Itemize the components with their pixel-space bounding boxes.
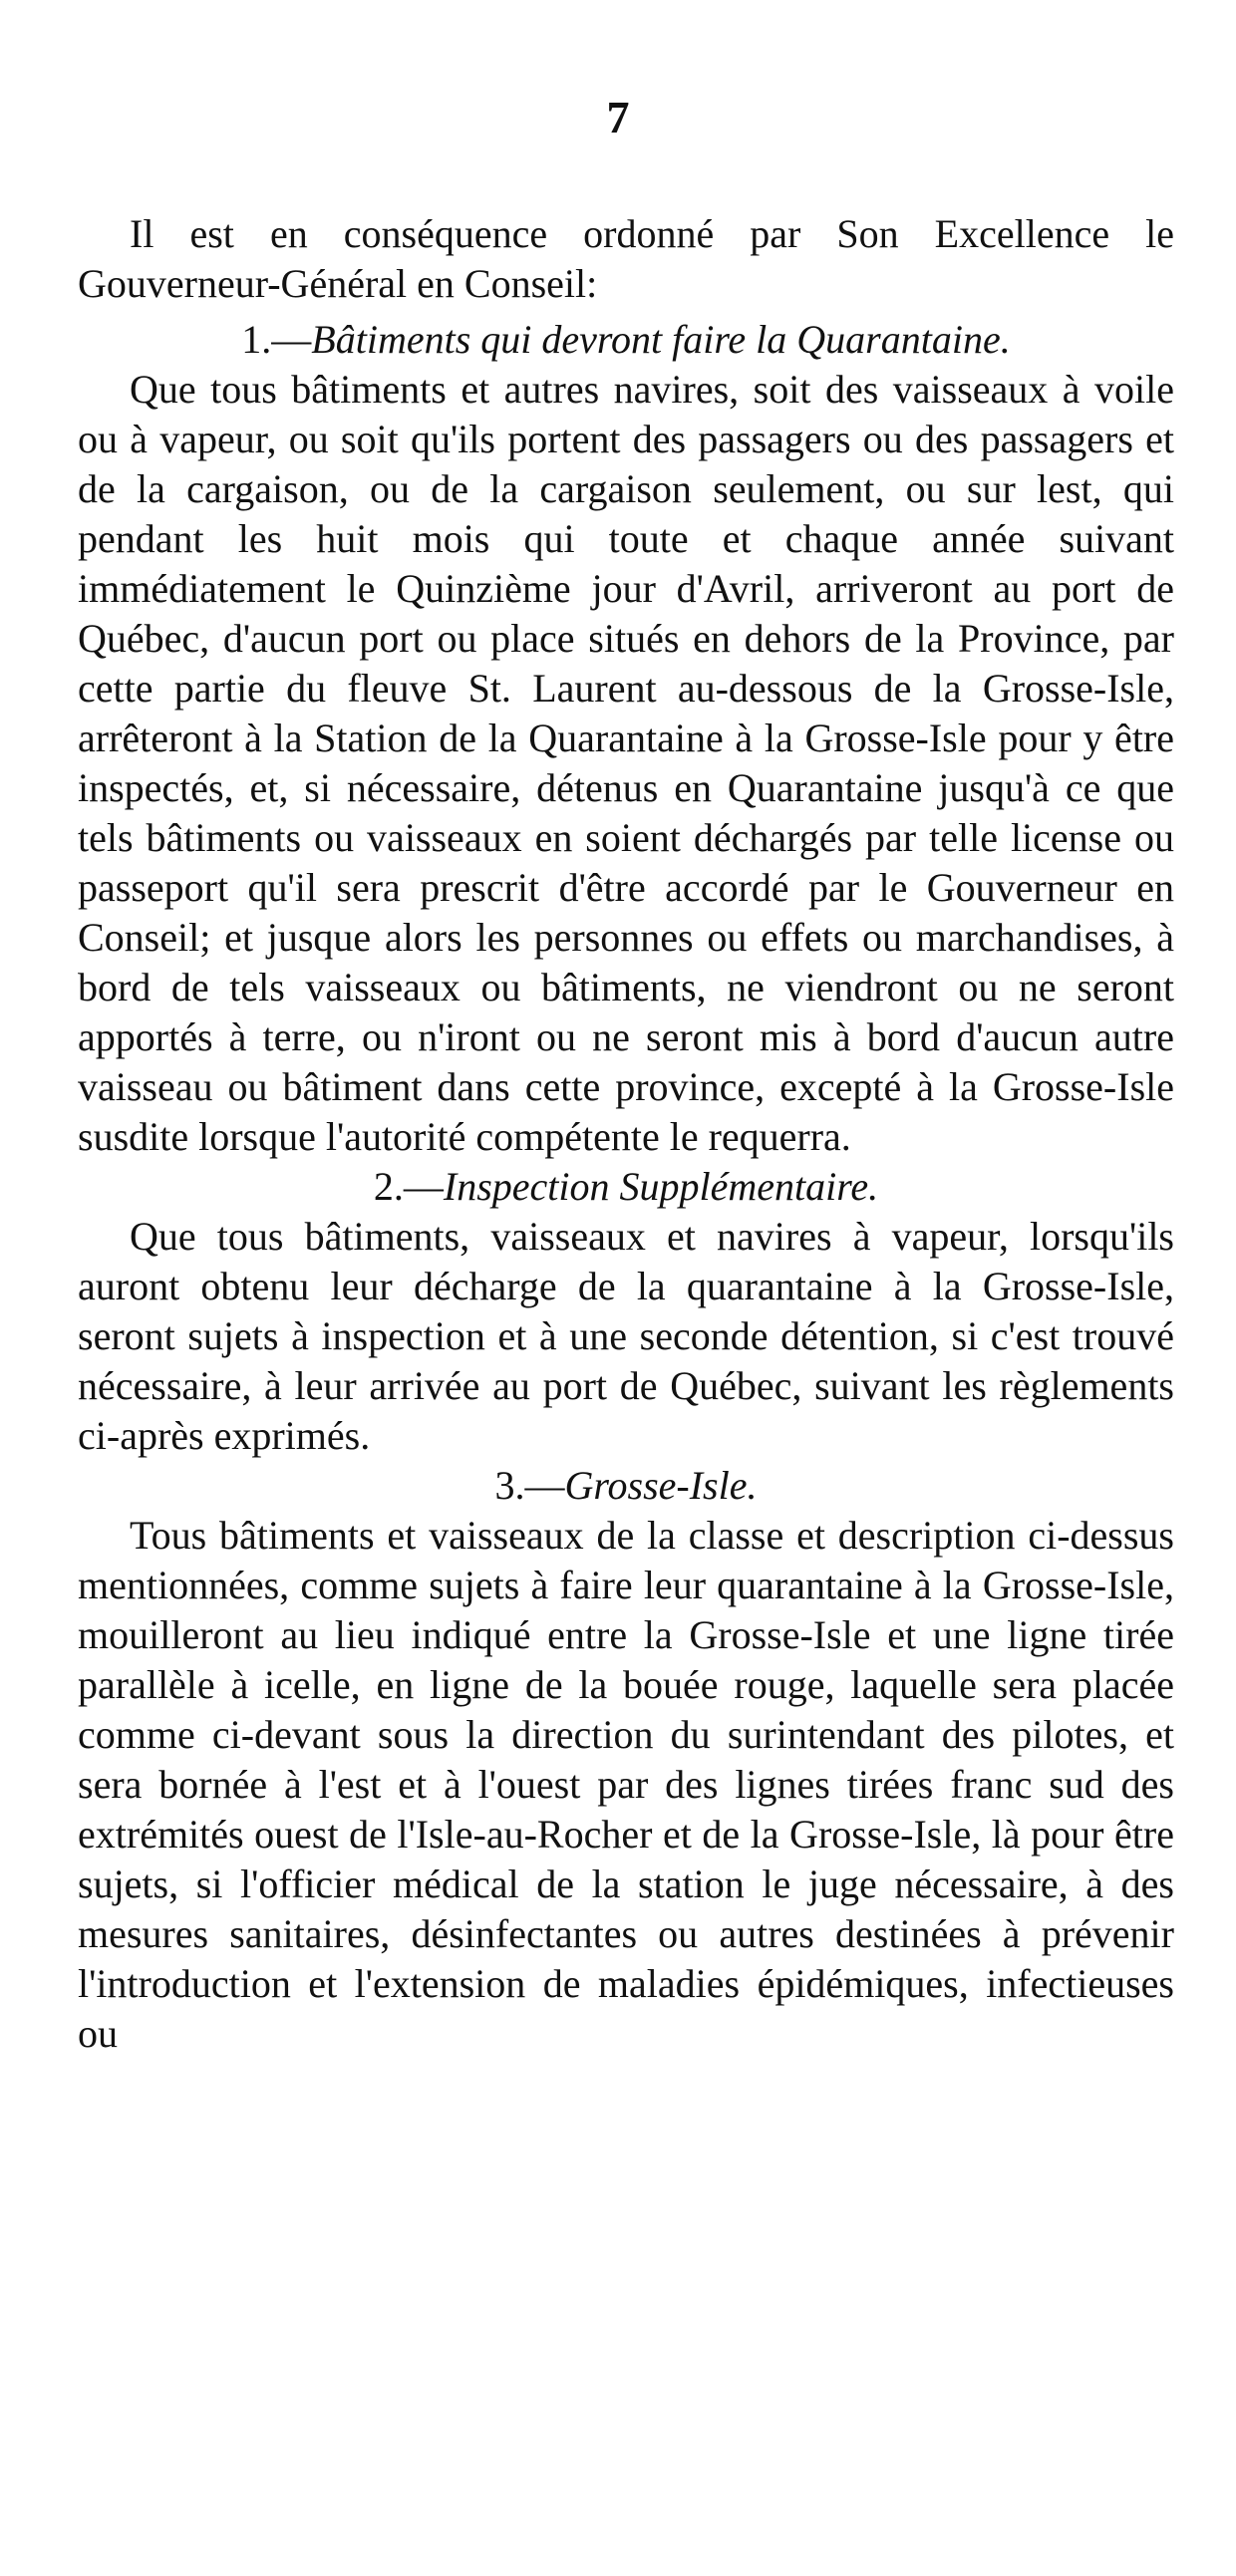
section-2-number: 2.— (373, 1164, 444, 1209)
section-2-title: Inspection Supplémentaire. (443, 1164, 879, 1209)
section-2-body: Que tous bâtiments, vaisseaux et navires à vapeur, lorsqu'ils auront obtenu leur décharge de la quarantaine à la Grosse-Isle, seront sujets à inspection et à une seconde détention, si c'est trouvé nécessaire, à leur arrivée au port de Québec, suivant les règlements ci-après exprimés. (78, 1214, 1174, 1458)
section-1-heading (78, 315, 1174, 365)
section-1-body: Que tous bâtiments et autres navires, soit des vaisseaux à voile ou à vapeur, ou soit qu'ils portent des passagers ou des passagers et de la cargaison, ou de la cargaison seulement, ou sur lest, qui pendant les huit mois qui toute et chaque année suivant immédiatement le Quinzième jour d'Avril, arriveront au port de Québec, d'aucun port ou place situés en dehors de la Province, par cette partie du fleuve St. Laurent au-dessous de la Grosse-Isle, arrêteront à la Station de la Quarantaine à la Grosse-Isle pour y être inspectés, et, si nécessaire, détenus en Quarantaine jusqu'à ce que tels bâtiments ou vaisseaux en soient déchargés par telle license ou passeport qu'il sera prescrit d'être accordé par le Gouverneur en Conseil; et jusque alors les personnes ou effets ou marchandises, à bord de tels vaisseaux ou bâtiments, ne viendront ou ne seront apportés à terre, ou n'iront ou ne seront mis à bord d'aucun autre vaisseau ou bâtiment dans cette province, excepté à la Grosse-Isle susdite lorsque l'autorité compétente le requerra. (78, 367, 1174, 1159)
section-3-number: 3.— (494, 1463, 565, 1508)
section-3-heading (78, 1461, 1174, 1511)
page-number: 7 (606, 92, 630, 143)
section-3-title: Grosse-Isle. (564, 1463, 758, 1508)
section-1-number: 1.— (241, 317, 312, 362)
section-2-heading (78, 1162, 1174, 1212)
document-body (78, 209, 1174, 2059)
section-3-body: Tous bâtiments et vaisseaux de la classe et description ci-dessus mentionnées, comme sujets à faire leur quarantaine à la Grosse-Isle, mouilleront au lieu indiqué entre la Grosse-Isle et une ligne tirée parallèle à icelle, en ligne de la bouée rouge, laquelle sera placée comme ci-devant sous la direction du surintendant des pilotes, et sera bornée à l'est et à l'ouest par des lignes tirées franc sud des extrémités ouest de l'Isle-au-Rocher et de la Grosse-Isle, là pour être sujets, si l'officier médical de la station le juge nécessaire, à des mesures sanitaires, désinfectantes ou autres destinées à prévenir l'introduction et l'extension de maladies épidémiques, infectieuses ou (78, 1513, 1174, 2056)
section-1-title: Bâtiments qui devront faire la Quarantaine. (311, 317, 1011, 362)
intro-paragraph: Il est en conséquence ordonné par Son Excellence le Gouverneur-Général en Conseil: (78, 211, 1174, 306)
